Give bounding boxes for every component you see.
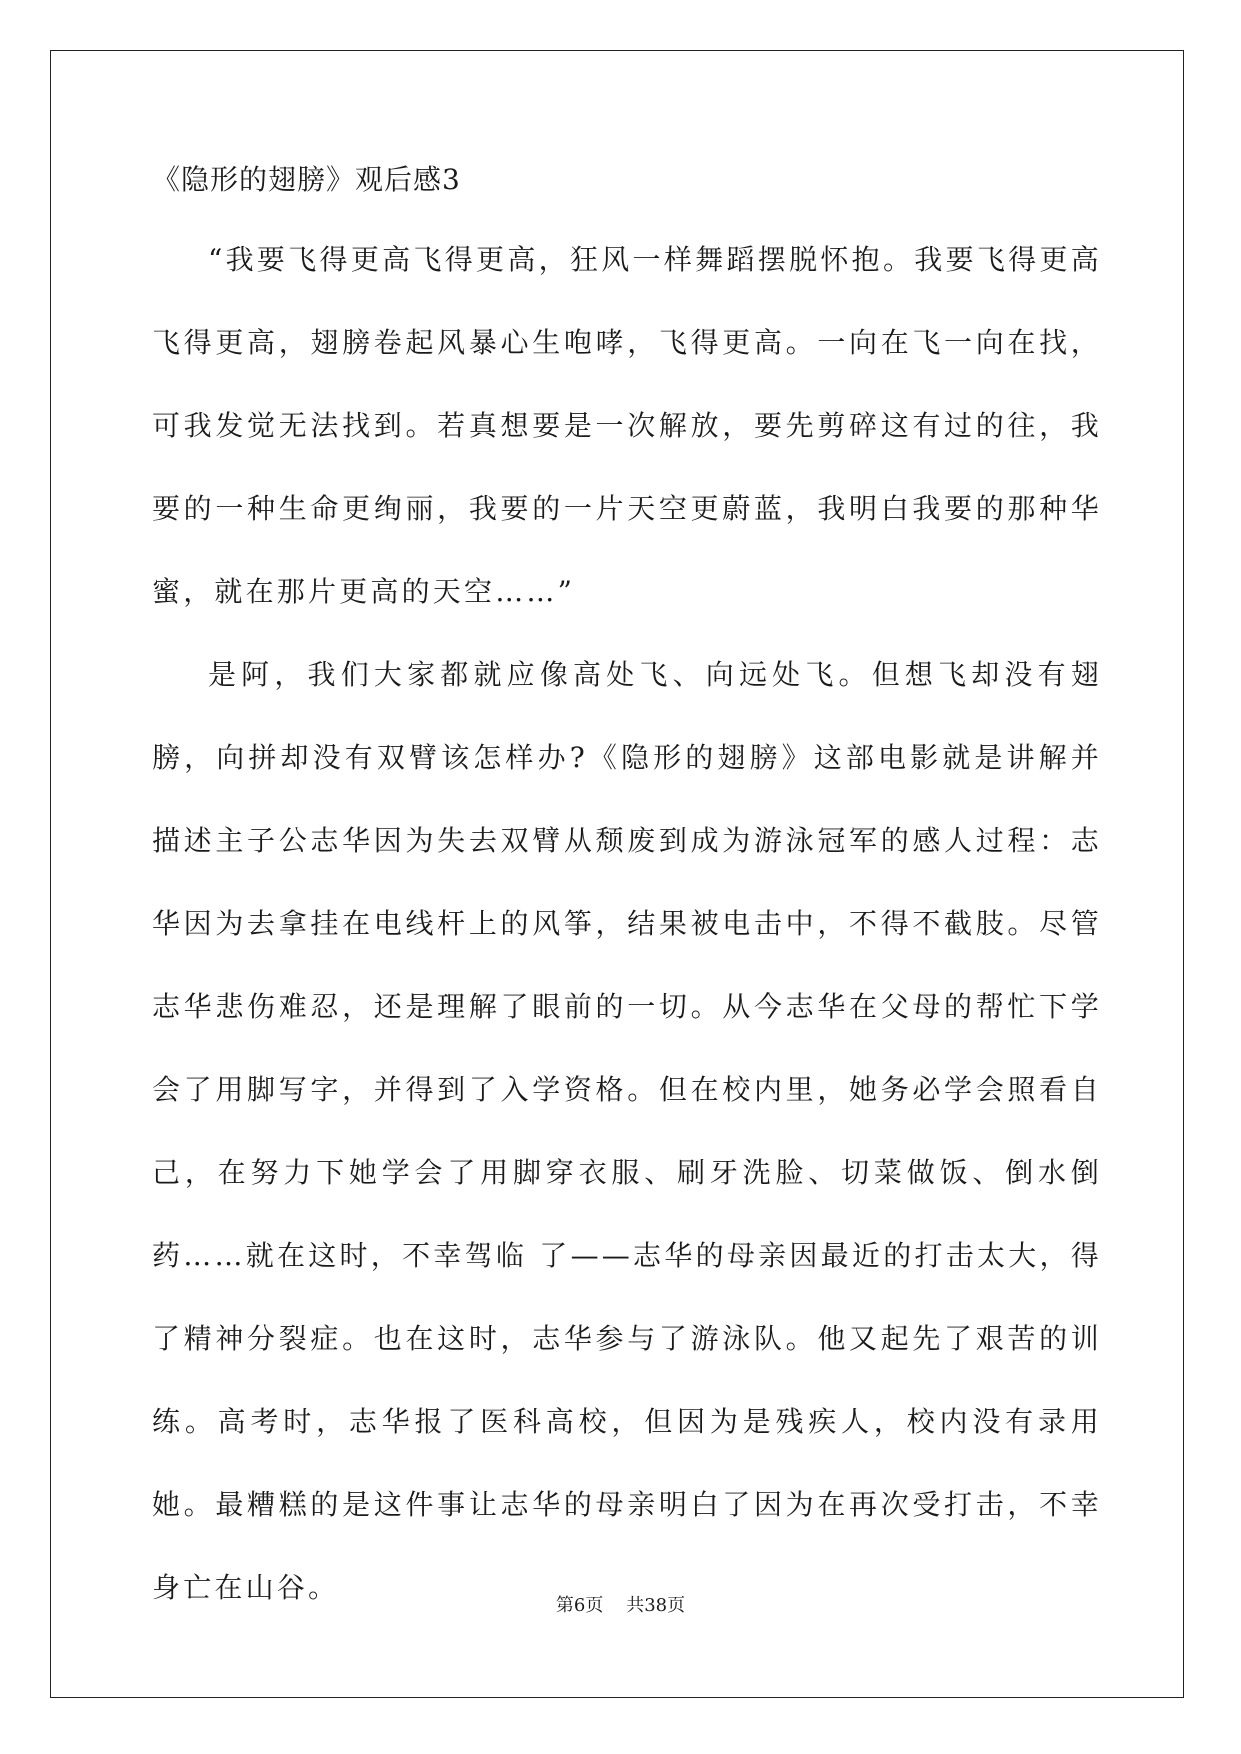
paragraph-lyrics: “我要飞得更高飞得更高，狂风一样舞蹈摆脱怀抱。我要飞得更高飞得更高，翅膀卷起风暴心生咆哮，飞得更高。一向在飞一向在找，可我发觉无法找到。若真想要是一次解放，要先剪碎这有过的往，我要的一种生命更绚丽，我要的一片天空更蔚蓝，我明白我要的那种华蜜，就在那片更高的天空……” (152, 243, 1102, 608)
page-number: 6 (573, 1595, 586, 1616)
document-body (152, 162, 1102, 1629)
total-pages: 38 (644, 1595, 668, 1616)
total-label-suffix: 页 (667, 1595, 686, 1616)
page-footer (0, 1594, 1241, 1618)
page-label-suffix: 页 (585, 1595, 604, 1616)
page-label-prefix: 第 (555, 1595, 574, 1616)
document-title: 《隐形的翅膀》观后感3 (152, 163, 461, 196)
total-label-prefix: 共 (626, 1595, 645, 1616)
paragraph-review: 是阿，我们大家都就应像高处飞、向远处飞。但想飞却没有翅膀，向拼却没有双臂该怎样办?《隐形的翅膀》这部电影就是讲解并描述主子公志华因为失去双臂从颓废到成为游泳冠军的感人过程：志华因为去拿挂在电线杆上的风筝，结果被电击中，不得不截肢。尽管志华悲伤难忍，还是理解了眼前的一切。从今志华在父母的帮忙下学会了用脚写字，并得到了入学资格。但在校内里，她务必学会照看自己，在努力下她学会了用脚穿衣服、刷牙洗脸、切菜做饭、倒水倒药……就在这时，不幸驾临 了——志华的母亲因最近的打击太大，得了精神分裂症。也在这时，志华参与了游泳队。他又起先了艰苦的训练。高考时，志华报了医科高校，但因为是残疾人，校内没有录用她。最糟糕的是这件事让志华的母亲明白了因为在再次受打击，不幸身亡在山谷。 (152, 658, 1102, 1604)
